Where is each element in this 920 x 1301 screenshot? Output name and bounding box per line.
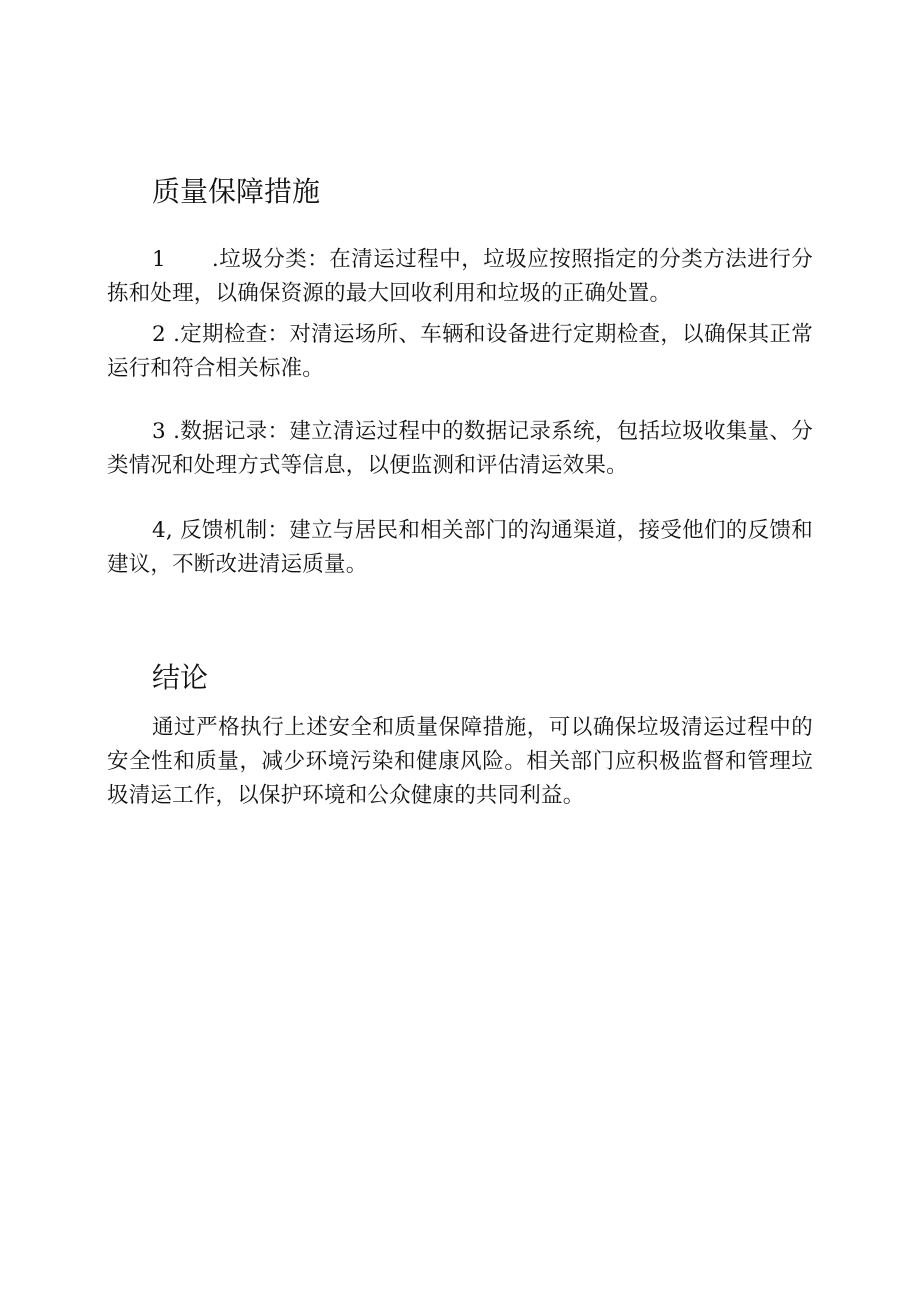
- section-title-conclusion: 结论: [152, 661, 209, 694]
- item-text: .数据记录：建立清运过程中的数据记录系统，包括垃圾收集量、分类情况和处理方式等信息，以便监测和评估清运效果。: [107, 419, 813, 478]
- section-title-quality: 质量保障措施: [152, 175, 321, 208]
- list-item: [107, 318, 813, 386]
- item-number: 2: [152, 322, 166, 347]
- item-number: 4,: [152, 518, 173, 543]
- list-item: [107, 514, 813, 582]
- conclusion-paragraph: 通过严格执行上述安全和质量保障措施，可以确保垃圾清运过程中的安全性和质量，减少环境污染和健康风险。相关部门应积极监督和管理垃圾清运工作，以保护环境和公众健康的共同利益。: [107, 715, 813, 808]
- list-item: [107, 243, 813, 311]
- item-text: 反馈机制：建立与居民和相关部门的沟通渠道，接受他们的反馈和建议，不断改进清运质量。: [107, 518, 813, 577]
- item-number: 3: [152, 419, 166, 444]
- item-text: .垃圾分类：在清运过程中，垃圾应按照指定的分类方法进行分拣和处理，以确保资源的最大回收利用和垃圾的正确处置。: [107, 247, 813, 306]
- list-item: [107, 415, 813, 483]
- item-number: 1: [152, 247, 166, 272]
- item-text: .定期检查：对清运场所、车辆和设备进行定期检查，以确保其正常运行和符合相关标准。: [107, 322, 813, 381]
